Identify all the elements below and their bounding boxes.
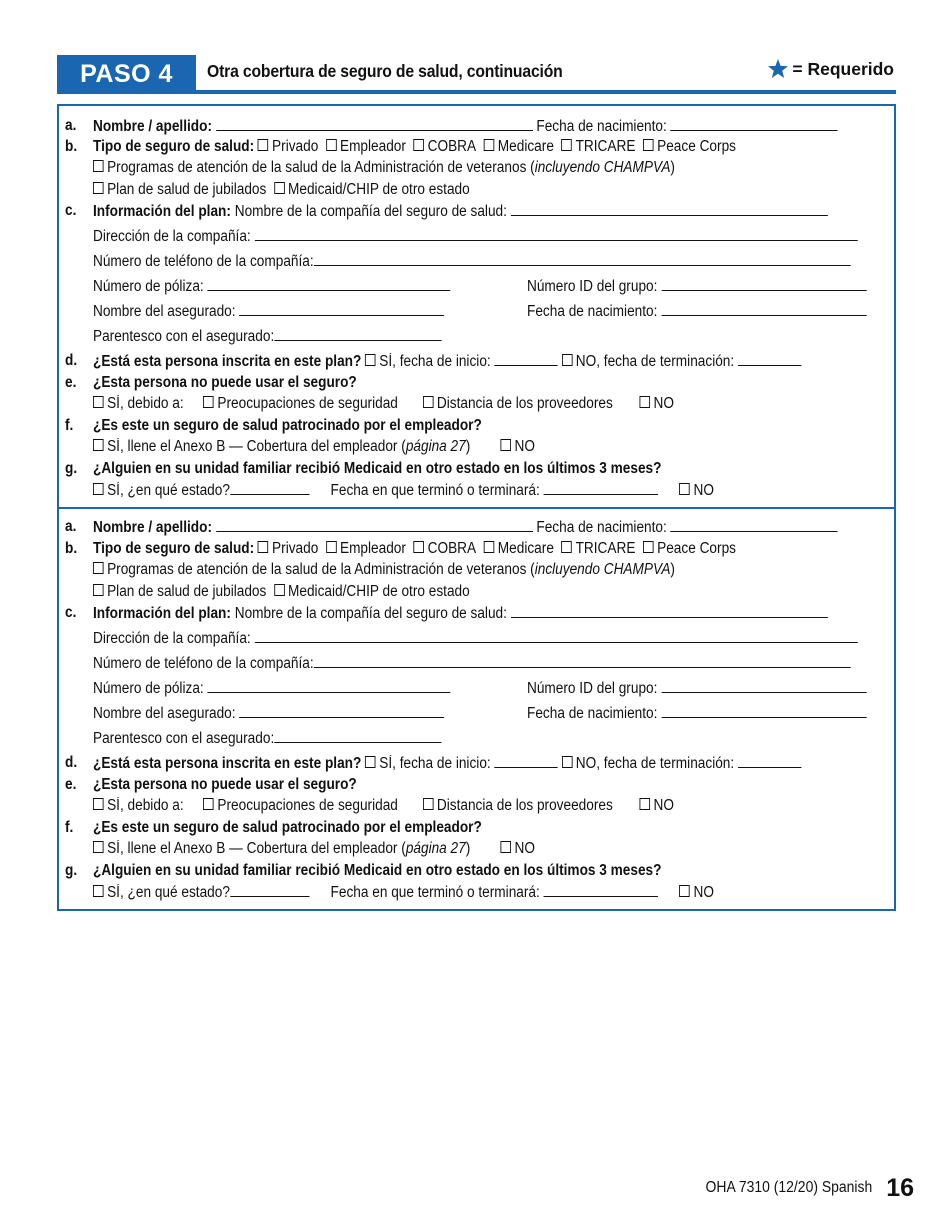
company-phone-input[interactable]	[314, 251, 851, 266]
insurance-type-row	[93, 137, 736, 157]
letter-d: d.	[65, 754, 78, 771]
plan-info-label: Información del plan:	[93, 203, 231, 220]
letter-d: d.	[65, 352, 78, 369]
medicaid-no-label: NO	[693, 482, 714, 499]
insured-name-label: Nombre del asegurado:	[93, 303, 236, 320]
employer-no-label: NO	[514, 840, 536, 857]
plan-info-label: Información del plan:	[93, 605, 231, 622]
option-medicare: Medicare	[497, 138, 554, 155]
retiree-text: Plan de salud de jubilados	[107, 181, 267, 198]
checkbox-medicaid-other[interactable]	[274, 584, 285, 596]
relationship-row	[93, 728, 441, 749]
safety-label: Preocupaciones de seguridad	[217, 797, 398, 814]
checkbox-medicaid-no[interactable]	[679, 885, 690, 897]
enrolled-row	[93, 351, 801, 372]
cannot-use-row	[93, 373, 357, 393]
dob-input[interactable]	[671, 116, 838, 131]
letter-e: e.	[65, 776, 77, 793]
group-id-row	[527, 678, 866, 699]
name-row	[93, 116, 838, 137]
required-legend	[768, 59, 894, 80]
safety-label: Preocupaciones de seguridad	[217, 395, 398, 412]
letter-a: a.	[65, 117, 77, 134]
name-row	[93, 517, 838, 538]
insured-name-input[interactable]	[239, 703, 444, 718]
policy-number-input[interactable]	[207, 678, 450, 693]
checkbox-cannot-use-yes[interactable]	[93, 798, 104, 810]
relationship-label: Parentesco con el asegurado:	[93, 328, 275, 345]
letter-f: f.	[65, 417, 74, 434]
checkbox-medicare[interactable]	[484, 139, 495, 151]
option-privado: Privado	[272, 138, 319, 155]
employer-options	[93, 839, 535, 859]
checkbox-enrolled-no[interactable]	[562, 756, 573, 768]
medicaid-question: ¿Alguien en su unidad familiar recibió Medicaid en otro estado en los últimos 3 meses?	[93, 862, 662, 879]
star-icon	[768, 59, 788, 78]
company-phone-row	[93, 653, 850, 674]
page-number: 16	[886, 1174, 914, 1202]
checkbox-medicaid-other[interactable]	[274, 182, 285, 194]
page-footer	[687, 1174, 914, 1203]
letter-c: c.	[65, 202, 77, 219]
employer-options	[93, 437, 535, 457]
checkbox-peace-corps[interactable]	[643, 541, 654, 553]
checkbox-employer-yes[interactable]	[93, 439, 104, 451]
relationship-label: Parentesco con el asegurado:	[93, 730, 275, 747]
relationship-input[interactable]	[274, 728, 441, 743]
insurance-type-row	[93, 539, 736, 559]
insured-name-row	[93, 703, 444, 724]
letter-b: b.	[65, 540, 78, 557]
company-phone-label: Número de teléfono de la compañía:	[93, 655, 314, 672]
yes-due-to-label: SÍ, debido a:	[107, 797, 184, 814]
annex-text: SÍ, llene el Anexo B — Cobertura del empleador (	[107, 840, 406, 857]
yes-start-label: SÍ, fecha de inicio:	[379, 353, 491, 370]
option-privado: Privado	[272, 540, 319, 557]
end-date-input[interactable]	[738, 351, 801, 366]
va-program-text: Programas de atención de la salud de la Administración de veteranos (	[107, 561, 535, 578]
insured-dob-row	[527, 301, 866, 322]
checkbox-empleador[interactable]	[326, 541, 337, 553]
name-input[interactable]	[216, 116, 533, 131]
no-end-label: NO, fecha de terminación:	[575, 755, 735, 772]
cannot-use-no-label: NO	[653, 395, 674, 412]
option-empleador: Empleador	[339, 138, 406, 155]
option-peace-corps: Peace Corps	[657, 540, 736, 557]
va-program-italic: incluyendo CHAMPVA	[534, 561, 671, 578]
letter-g: g.	[65, 862, 78, 879]
annex-close: )	[465, 840, 471, 857]
coverage-section-1	[59, 106, 894, 507]
dob-input[interactable]	[671, 517, 838, 532]
option-tricare: TRICARE	[575, 540, 636, 557]
medicaid-row	[93, 861, 661, 881]
group-id-label: Número ID del grupo:	[527, 680, 658, 697]
enrolled-question: ¿Está esta persona inscrita en este plan?	[93, 755, 362, 772]
policy-number-row	[93, 678, 450, 699]
insurance-type-label: Tipo de seguro de salud:	[93, 540, 255, 557]
annex-close: )	[465, 438, 471, 455]
company-name-input[interactable]	[511, 201, 828, 216]
policy-number-row	[93, 276, 450, 297]
checkbox-va-program[interactable]	[93, 562, 104, 574]
medicaid-question: ¿Alguien en su unidad familiar recibió Medicaid en otro estado en los últimos 3 meses?	[93, 460, 662, 477]
relationship-row	[93, 326, 441, 347]
no-end-label: NO, fecha de terminación:	[575, 353, 735, 370]
va-program-italic: incluyendo CHAMPVA	[534, 159, 671, 176]
insured-name-row	[93, 301, 444, 322]
option-empleador: Empleador	[339, 540, 406, 557]
va-program-row	[93, 158, 675, 178]
plan-info-row	[93, 603, 828, 624]
required-text: = Requerido	[792, 59, 894, 79]
cannot-use-question: ¿Esta persona no puede usar el seguro?	[93, 776, 357, 793]
checkbox-employer-no[interactable]	[500, 841, 511, 853]
company-address-input[interactable]	[255, 628, 858, 643]
cannot-use-row	[93, 775, 357, 795]
which-state-input[interactable]	[230, 480, 309, 495]
checkbox-safety[interactable]	[203, 396, 214, 408]
dob-label: Fecha de nacimiento:	[536, 519, 667, 536]
medicaid-options	[93, 882, 714, 903]
checkbox-retiree[interactable]	[93, 182, 104, 194]
distance-label: Distancia de los proveedores	[436, 395, 613, 412]
va-program-close: )	[670, 561, 675, 578]
checkbox-medicaid-yes[interactable]	[93, 483, 104, 495]
company-name-input[interactable]	[511, 603, 828, 618]
checkbox-distance[interactable]	[423, 396, 434, 408]
checkbox-empleador[interactable]	[326, 139, 337, 151]
letter-g: g.	[65, 460, 78, 477]
company-address-row	[93, 226, 857, 247]
checkbox-enrolled-yes[interactable]	[365, 354, 376, 366]
employer-no-label: NO	[514, 438, 536, 455]
plan-info-row	[93, 201, 828, 222]
letter-f: f.	[65, 819, 74, 836]
company-name-label: Nombre de la compañía del seguro de salud:	[234, 203, 507, 220]
annex-page: página 27	[405, 438, 466, 455]
insured-dob-input[interactable]	[661, 301, 866, 316]
checkbox-peace-corps[interactable]	[643, 139, 654, 151]
checkbox-employer-no[interactable]	[500, 439, 511, 451]
step-header	[57, 55, 896, 93]
group-id-label: Número ID del grupo:	[527, 278, 658, 295]
checkbox-safety[interactable]	[203, 798, 214, 810]
checkbox-va-program[interactable]	[93, 160, 104, 172]
annex-page: página 27	[405, 840, 466, 857]
checkbox-enrolled-no[interactable]	[562, 354, 573, 366]
cannot-use-question: ¿Esta persona no puede usar el seguro?	[93, 374, 357, 391]
insured-name-input[interactable]	[239, 301, 444, 316]
cannot-use-options	[93, 796, 674, 816]
distance-label: Distancia de los proveedores	[436, 797, 613, 814]
letter-e: e.	[65, 374, 77, 391]
option-medicare: Medicare	[497, 540, 554, 557]
company-address-input[interactable]	[255, 226, 858, 241]
medicaid-other-text: Medicaid/CHIP de otro estado	[288, 181, 470, 198]
name-input[interactable]	[216, 517, 533, 532]
option-tricare: TRICARE	[575, 138, 636, 155]
checkbox-medicaid-no[interactable]	[679, 483, 690, 495]
company-address-label: Dirección de la compañía:	[93, 228, 251, 245]
form-code: OHA 7310 (12/20) Spanish	[705, 1179, 873, 1196]
company-address-label: Dirección de la compañía:	[93, 630, 251, 647]
yes-start-label: SÍ, fecha de inicio:	[379, 755, 491, 772]
retiree-text: Plan de salud de jubilados	[107, 583, 267, 600]
coverage-form	[57, 104, 896, 911]
cannot-use-options	[93, 394, 674, 414]
yes-due-to-label: SÍ, debido a:	[107, 395, 184, 412]
annex-text: SÍ, llene el Anexo B — Cobertura del empleador (	[107, 438, 406, 455]
which-state-label: SÍ, ¿en qué estado?	[107, 482, 230, 499]
letter-b: b.	[65, 138, 78, 155]
option-cobra: COBRA	[427, 540, 477, 557]
company-phone-row	[93, 251, 850, 272]
medicaid-end-input[interactable]	[544, 480, 658, 495]
which-state-input[interactable]	[230, 882, 309, 897]
insurance-type-label: Tipo de seguro de salud:	[93, 138, 255, 155]
retiree-row	[93, 582, 470, 602]
checkbox-privado[interactable]	[258, 541, 269, 553]
checkbox-cannot-use-no[interactable]	[639, 396, 650, 408]
group-id-input[interactable]	[661, 678, 866, 693]
start-date-input[interactable]	[495, 753, 558, 768]
checkbox-tricare[interactable]	[561, 541, 572, 553]
va-program-row	[93, 560, 675, 580]
insured-dob-label: Fecha de nacimiento:	[527, 705, 658, 722]
checkbox-distance[interactable]	[423, 798, 434, 810]
medicaid-no-label: NO	[693, 884, 714, 901]
group-id-input[interactable]	[661, 276, 866, 291]
checkbox-employer-yes[interactable]	[93, 841, 104, 853]
retiree-row	[93, 180, 470, 200]
checkbox-privado[interactable]	[258, 139, 269, 151]
letter-c: c.	[65, 604, 77, 621]
insured-dob-label: Fecha de nacimiento:	[527, 303, 658, 320]
policy-number-input[interactable]	[207, 276, 450, 291]
checkbox-cobra[interactable]	[414, 541, 425, 553]
enrolled-row	[93, 753, 801, 774]
policy-number-label: Número de póliza:	[93, 278, 204, 295]
va-program-text: Programas de atención de la salud de la Administración de veteranos (	[107, 159, 535, 176]
relationship-input[interactable]	[274, 326, 441, 341]
which-state-label: SÍ, ¿en qué estado?	[107, 884, 230, 901]
name-label: Nombre / apellido:	[93, 118, 212, 135]
coverage-section-2	[59, 507, 894, 909]
insured-name-label: Nombre del asegurado:	[93, 705, 236, 722]
employer-row	[93, 818, 482, 838]
letter-a: a.	[65, 518, 77, 535]
company-phone-label: Número de teléfono de la compañía:	[93, 253, 314, 270]
start-date-input[interactable]	[495, 351, 558, 366]
header-rule	[57, 90, 896, 94]
section-title: Otra cobertura de seguro de salud, continuación	[207, 61, 563, 81]
end-date-label: Fecha en que terminó o terminará:	[330, 884, 540, 901]
option-peace-corps: Peace Corps	[657, 138, 736, 155]
medicaid-options	[93, 480, 714, 501]
medicaid-end-input[interactable]	[544, 882, 658, 897]
insured-dob-row	[527, 703, 866, 724]
checkbox-medicare[interactable]	[484, 541, 495, 553]
cannot-use-no-label: NO	[653, 797, 674, 814]
step-badge: PASO 4	[57, 55, 196, 93]
company-address-row	[93, 628, 857, 649]
va-program-close: )	[670, 159, 675, 176]
dob-label: Fecha de nacimiento:	[536, 118, 667, 135]
policy-number-label: Número de póliza:	[93, 680, 204, 697]
checkbox-cannot-use-no[interactable]	[639, 798, 650, 810]
checkbox-cannot-use-yes[interactable]	[93, 396, 104, 408]
employer-question: ¿Es este un seguro de salud patrocinado por el empleador?	[93, 819, 482, 836]
medicaid-other-text: Medicaid/CHIP de otro estado	[288, 583, 470, 600]
employer-row	[93, 416, 482, 436]
group-id-row	[527, 276, 866, 297]
checkbox-tricare[interactable]	[561, 139, 572, 151]
name-label: Nombre / apellido:	[93, 519, 212, 536]
enrolled-question: ¿Está esta persona inscrita en este plan?	[93, 353, 362, 370]
end-date-label: Fecha en que terminó o terminará:	[330, 482, 540, 499]
company-phone-input[interactable]	[314, 653, 851, 668]
employer-question: ¿Es este un seguro de salud patrocinado por el empleador?	[93, 417, 482, 434]
company-name-label: Nombre de la compañía del seguro de salud:	[234, 605, 507, 622]
end-date-input[interactable]	[738, 753, 801, 768]
checkbox-retiree[interactable]	[93, 584, 104, 596]
checkbox-medicaid-yes[interactable]	[93, 885, 104, 897]
checkbox-enrolled-yes[interactable]	[365, 756, 376, 768]
insured-dob-input[interactable]	[661, 703, 866, 718]
medicaid-row	[93, 459, 661, 479]
option-cobra: COBRA	[427, 138, 477, 155]
checkbox-cobra[interactable]	[414, 139, 425, 151]
